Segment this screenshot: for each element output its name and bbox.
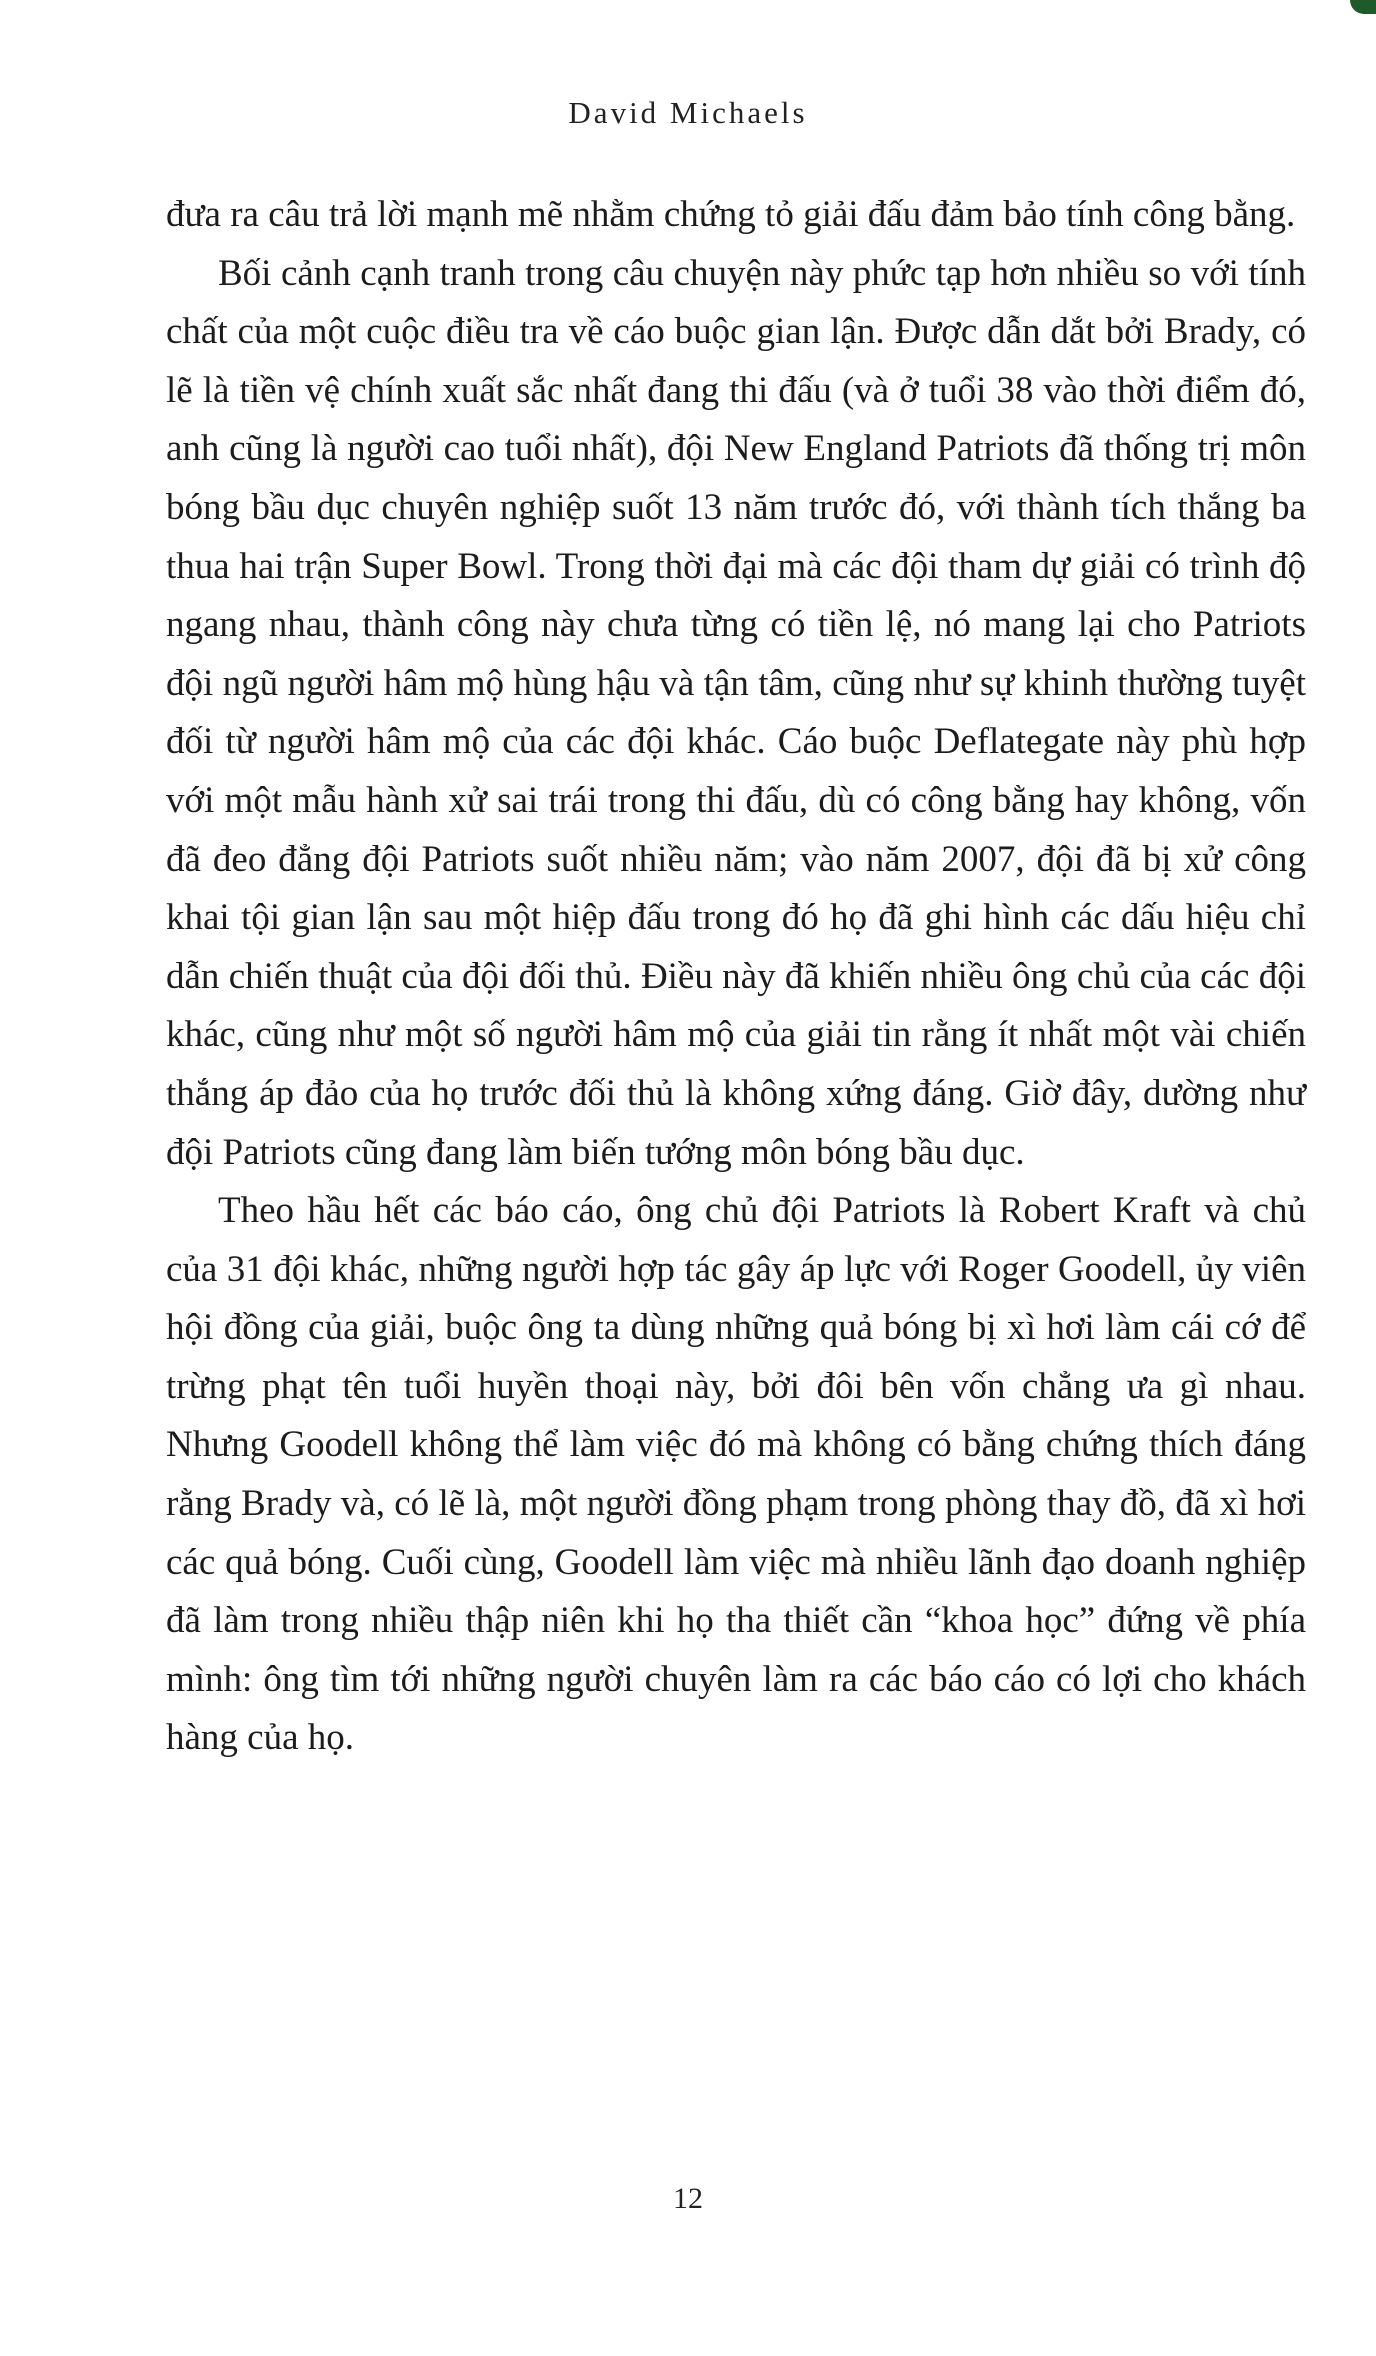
running-head-author: David Michaels: [568, 95, 808, 130]
body-text: [166, 186, 1306, 1768]
page-corner-mark: [1350, 0, 1376, 14]
page-number: 12: [673, 2182, 703, 2215]
paragraph-goodell-investigation: Theo hầu hết các báo cáo, ông chủ đội Patriots là Robert Kraft và chủ của 31 đội khác, những người hợp tác gây áp lực với Roger Goodell, ủy viên hội đồng của giải, buộc ông ta dùng những quả bóng bị xì hơi làm cái cớ để trừng phạt tên tuổi huyền thoại này, bởi đôi bên vốn chẳng ưa gì nhau. Nhưng Goodell không thể làm việc đó mà không có bằng chứng thích đáng rằng Brady và, có lẽ là, một người đồng phạm trong phòng thay đồ, đã xì hơi các quả bóng. Cuối cùng, Goodell làm việc mà nhiều lãnh đạo doanh nghiệp đã làm trong nhiều thập niên khi họ tha thiết cần “khoa học” đứng về phía mình: ông tìm tới những người chuyên làm ra các báo cáo có lợi cho khách hàng của họ.: [166, 1190, 1306, 1759]
paragraph-competitive-context: Bối cảnh cạnh tranh trong câu chuyện này phức tạp hơn nhiều so với tính chất của một cuộc điều tra về cáo buộc gian lận. Được dẫn dắt bởi Brady, có lẽ là tiền vệ chính xuất sắc nhất đang thi đấu (và ở tuổi 38 vào thời điểm đó, anh cũng là người cao tuổi nhất), đội New England Patriots đã thống trị môn bóng bầu dục chuyên nghiệp suốt 13 năm trước đó, với thành tích thắng ba thua hai trận Super Bowl. Trong thời đại mà các đội tham dự giải có trình độ ngang nhau, thành công này chưa từng có tiền lệ, nó mang lại cho Patriots đội ngũ người hâm mộ hùng hậu và tận tâm, cũng như sự khinh thường tuyệt đối từ người hâm mộ của các đội khác. Cáo buộc Deflategate này phù hợp với một mẫu hành xử sai trái trong thi đấu, dù có công bằng hay không, vốn đã đeo đẳng đội Patriots suốt nhiều năm; vào năm 2007, đội đã bị xử công khai tội gian lận sau một hiệp đấu trong đó họ đã ghi hình các dấu hiệu chỉ dẫn chiến thuật của đội đối thủ. Điều này đã khiến nhiều ông chủ của các đội khác, cũng như một số người hâm mộ của giải tin rằng ít nhất một vài chiến thắng áp đảo của họ trước đối thủ là không xứng đáng. Giờ đây, dường như đội Patriots cũng đang làm biến tướng môn bóng bầu dục.: [166, 252, 1306, 1173]
paragraph-continued: đưa ra câu trả lời mạnh mẽ nhằm chứng tỏ giải đấu đảm bảo tính công bằng.: [166, 194, 1296, 235]
